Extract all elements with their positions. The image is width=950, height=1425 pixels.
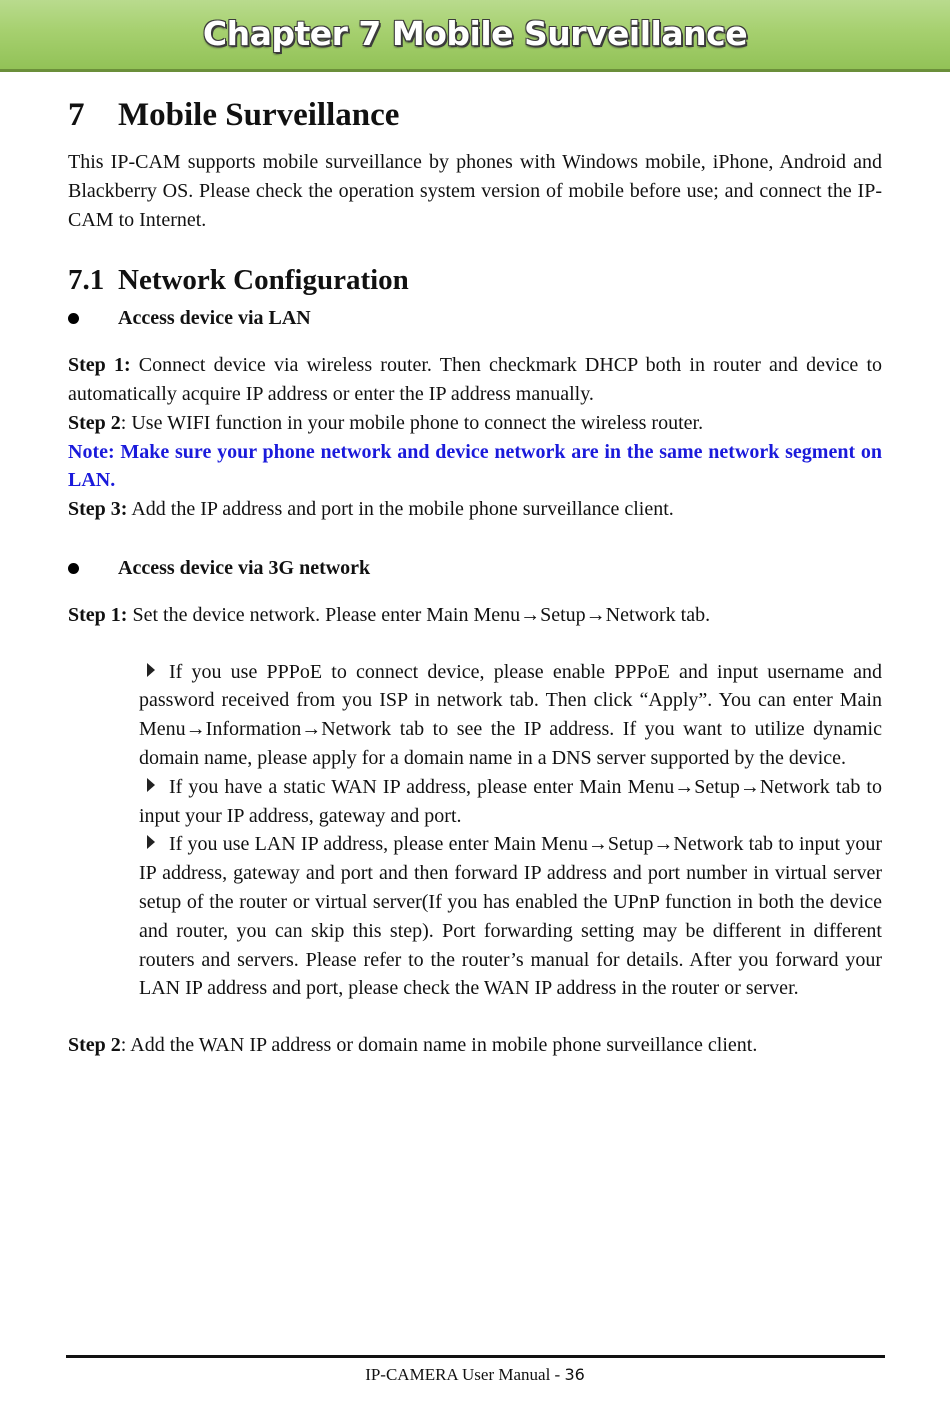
- g3-step-2: [68, 1031, 882, 1060]
- g3-step-1-text: Set the device network. Please enter Main Menu→Setup→Network tab.: [127, 603, 711, 626]
- chapter-number: 7: [68, 97, 85, 133]
- lan-step-1-label: Step 1:: [68, 354, 131, 377]
- lan-step-1: [68, 351, 882, 409]
- bullet-dot-icon: [68, 563, 79, 574]
- footer-text: IP-CAMERA User Manual -: [365, 1365, 565, 1384]
- lan-bullet: [68, 304, 882, 333]
- chapter-title: Mobile Surveillance: [118, 97, 400, 133]
- lan-note: Note: Make sure your phone network and device network are in the same network segment on LAN.: [68, 440, 882, 492]
- lan-step-3-label: Step 3:: [68, 498, 128, 521]
- lan-step-2-text: : Use WIFI function in your mobile phone to connect the wireless router.: [120, 411, 704, 434]
- g3-option-static-wan: [139, 773, 882, 831]
- triangle-bullet-icon: [147, 835, 155, 849]
- g3-heading: Access device via 3G network: [118, 556, 371, 579]
- lan-heading: Access device via LAN: [118, 307, 311, 330]
- chapter-banner: [0, 0, 950, 72]
- g3-options: [139, 658, 882, 1004]
- lan-step-2-label: Step 2: [68, 411, 121, 434]
- g3-step-1: [68, 601, 882, 630]
- lan-steps: [68, 351, 882, 524]
- section-title: Network Configuration: [118, 264, 409, 297]
- lan-step-1-text: Connect device via wireless router. Then checkmark DHCP both in router and device to automatically acquire IP address or enter the IP address manually.: [68, 354, 882, 405]
- g3-option-text: If you use PPPoE to connect device, please enable PPPoE and input username and password received from you ISP in network tab. Then click “Apply”. You can enter Main Menu→Information→Network tab to see the IP address. If you want to utilize dynamic domain name, please apply for a domain name in a DNS server supported by the device.: [139, 660, 882, 769]
- page-footer: [0, 1365, 950, 1385]
- lan-step-3: [68, 495, 882, 524]
- triangle-bullet-icon: [147, 778, 155, 792]
- section-number: 7.1: [68, 264, 105, 297]
- g3-option-text: If you use LAN IP address, please enter Main Menu→Setup→Network tab to input your IP address, gateway and port and then forward IP address and port number in virtual server setup of the router or virtual server(If you has enabled the UPnP function in both the device and router, you can skip this step). Port forwarding setting may be different in different routers and servers. Please refer to the router’s manual for details. After you forward your LAN IP address and port, please check the WAN IP address in the router or server.: [139, 833, 882, 1000]
- g3-option-text: If you have a static WAN IP address, please enter Main Menu→Setup→Network tab to input your IP address, gateway and port.: [139, 775, 882, 827]
- banner-title: Chapter 7 Mobile Surveillance: [202, 14, 748, 53]
- g3-step-2-label: Step 2: [68, 1034, 121, 1057]
- section-heading: [68, 262, 882, 298]
- intro-paragraph: This IP-CAM supports mobile surveillance by phones with Windows mobile, iPhone, Android and Blackberry OS. Please check the operation system version of mobile before use; and connect the IP-CAM to Internet.: [68, 151, 882, 231]
- g3-bullet: [68, 554, 882, 583]
- g3-option-lan-ip: [139, 830, 882, 1003]
- lan-step-3-text: Add the IP address and port in the mobile phone surveillance client.: [127, 498, 674, 521]
- chapter-heading: [68, 94, 882, 136]
- bullet-dot-icon: [68, 313, 79, 324]
- triangle-bullet-icon: [147, 663, 155, 677]
- page-number: 36: [564, 1365, 585, 1384]
- footer-rule: [66, 1355, 885, 1358]
- page-content: [68, 94, 882, 1060]
- g3-step-1-label: Step 1:: [68, 603, 128, 626]
- lan-step-2: [68, 409, 882, 438]
- g3-step-2-text: : Add the WAN IP address or domain name in mobile phone surveillance client.: [120, 1034, 758, 1057]
- g3-option-pppoe: [139, 658, 882, 773]
